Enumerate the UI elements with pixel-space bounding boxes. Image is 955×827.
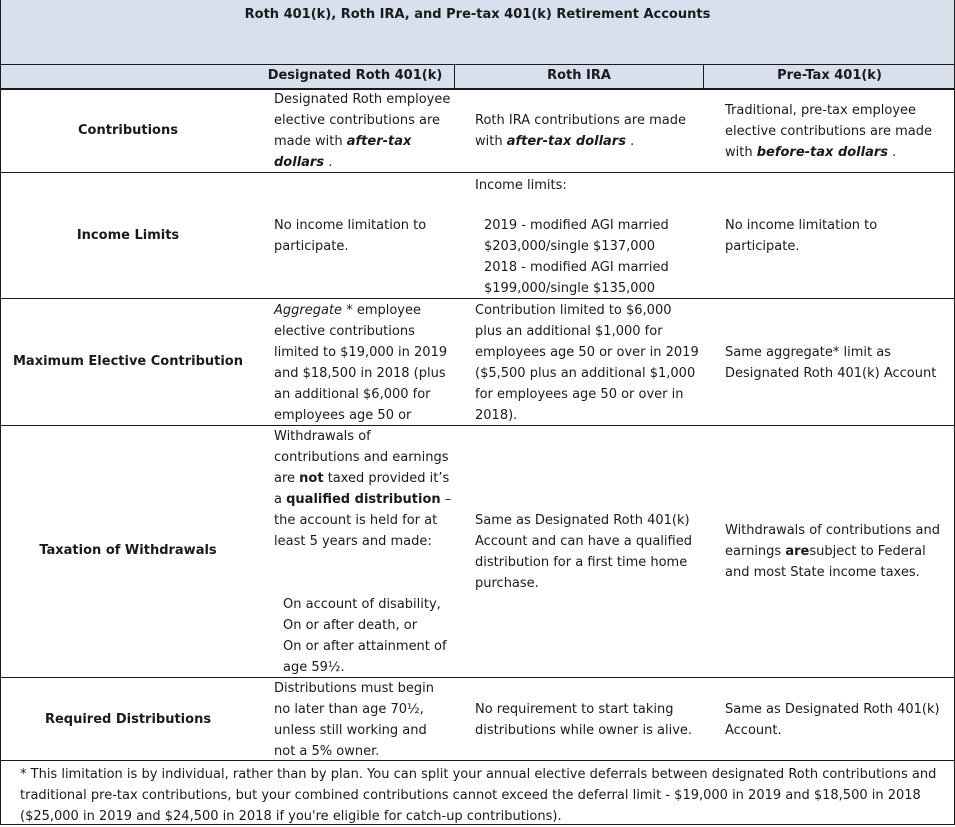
cell-income-roth-ira-heading: Income limits: xyxy=(475,178,567,193)
cell-taxation-designated-roth: Withdrawals of contributions and earnings are not taxed provided it’s a qualified distribution – the account is held for at least 5 years and made: xyxy=(274,429,452,549)
row-label-required-distributions: Required Distributions xyxy=(44,712,212,727)
taxation-condition-death: On or after death, or xyxy=(283,618,418,633)
row-label-contributions: Contributions xyxy=(78,123,178,138)
cell-contributions-designated-roth: Designated Roth employee elective contributions are made with after-tax dollars . xyxy=(274,92,451,170)
cell-required-roth-ira: No requirement to start taking distributions while owner is alive. xyxy=(475,702,693,738)
gridline xyxy=(0,64,955,65)
column-header-roth-ira: Roth IRA xyxy=(547,68,611,83)
column-header-pretax: Pre-Tax 401(k) xyxy=(777,68,882,83)
gridline xyxy=(0,88,955,90)
taxation-condition-age: On or after attainment of age 59½. xyxy=(283,639,447,675)
cell-contributions-roth-ira: Roth IRA contributions are made with after-tax dollars . xyxy=(475,113,686,149)
cell-taxation-pretax: Withdrawals of contributions and earnings aresubject to Federal and most State income taxes. xyxy=(725,523,941,580)
gridline xyxy=(0,172,955,173)
column-header-designated-roth: Designated Roth 401(k) xyxy=(267,68,443,83)
footnote: * This limitation is by individual, rather than by plan. You can split your annual elective deferrals between designated Roth contributions and traditional pre-tax contributions, but your combined contributions cannot exceed the deferral limit - $19,000 in 2019 and $18,500 in 2018 ($25,000 in 2019 and $24,500 in 2018 if you're eligible for catch-up contributions). xyxy=(20,767,937,824)
cell-required-designated-roth: Distributions must begin no later than age 70½, unless still working and not a 5% owner. xyxy=(274,681,435,759)
table-title: Roth 401(k), Roth IRA, and Pre-tax 401(k) Retirement Accounts xyxy=(244,7,711,22)
cell-income-pretax: No income limitation to participate. xyxy=(725,218,878,254)
cell-max-roth-ira: Contribution limited to $6,000 plus an additional $1,000 for employees age 50 or over in 2019 ($5,500 plus an additional $1,000 for employees age 50 or over in 2018). xyxy=(475,303,699,423)
gridline xyxy=(454,64,455,89)
cell-max-pretax: Same aggregate* limit as Designated Roth 401(k) Account xyxy=(725,345,937,381)
cell-max-designated-roth: Aggregate * employee elective contributions limited to $19,000 in 2019 and $18,500 in 2018 (plus an additional $6,000 for employees age 50 or xyxy=(274,303,448,423)
cell-income-roth-ira-2019: 2019 - modified AGI married $203,000/single $137,000 xyxy=(484,218,669,254)
row-label-taxation: Taxation of Withdrawals xyxy=(39,543,217,558)
gridline xyxy=(703,64,704,89)
cell-income-roth-ira-2018: 2018 - modified AGI married $199,000/single $135,000 xyxy=(484,260,669,296)
cell-taxation-roth-ira: Same as Designated Roth 401(k) Account and can have a qualified distribution for a first time home purchase. xyxy=(475,513,692,591)
title-band xyxy=(0,0,955,64)
gridline xyxy=(0,677,955,678)
gridline xyxy=(0,760,955,761)
cell-contributions-pretax: Traditional, pre-tax employee elective contributions are made with before-tax dollars . xyxy=(725,103,933,160)
cell-required-pretax: Same as Designated Roth 401(k) Account. xyxy=(725,702,940,738)
row-label-income-limits: Income Limits xyxy=(76,228,180,243)
row-label-max-contribution: Maximum Elective Contribution xyxy=(13,354,243,369)
cell-income-designated-roth: No income limitation to participate. xyxy=(274,218,427,254)
taxation-condition-disability: On account of disability, xyxy=(283,597,441,612)
gridline xyxy=(0,298,955,299)
